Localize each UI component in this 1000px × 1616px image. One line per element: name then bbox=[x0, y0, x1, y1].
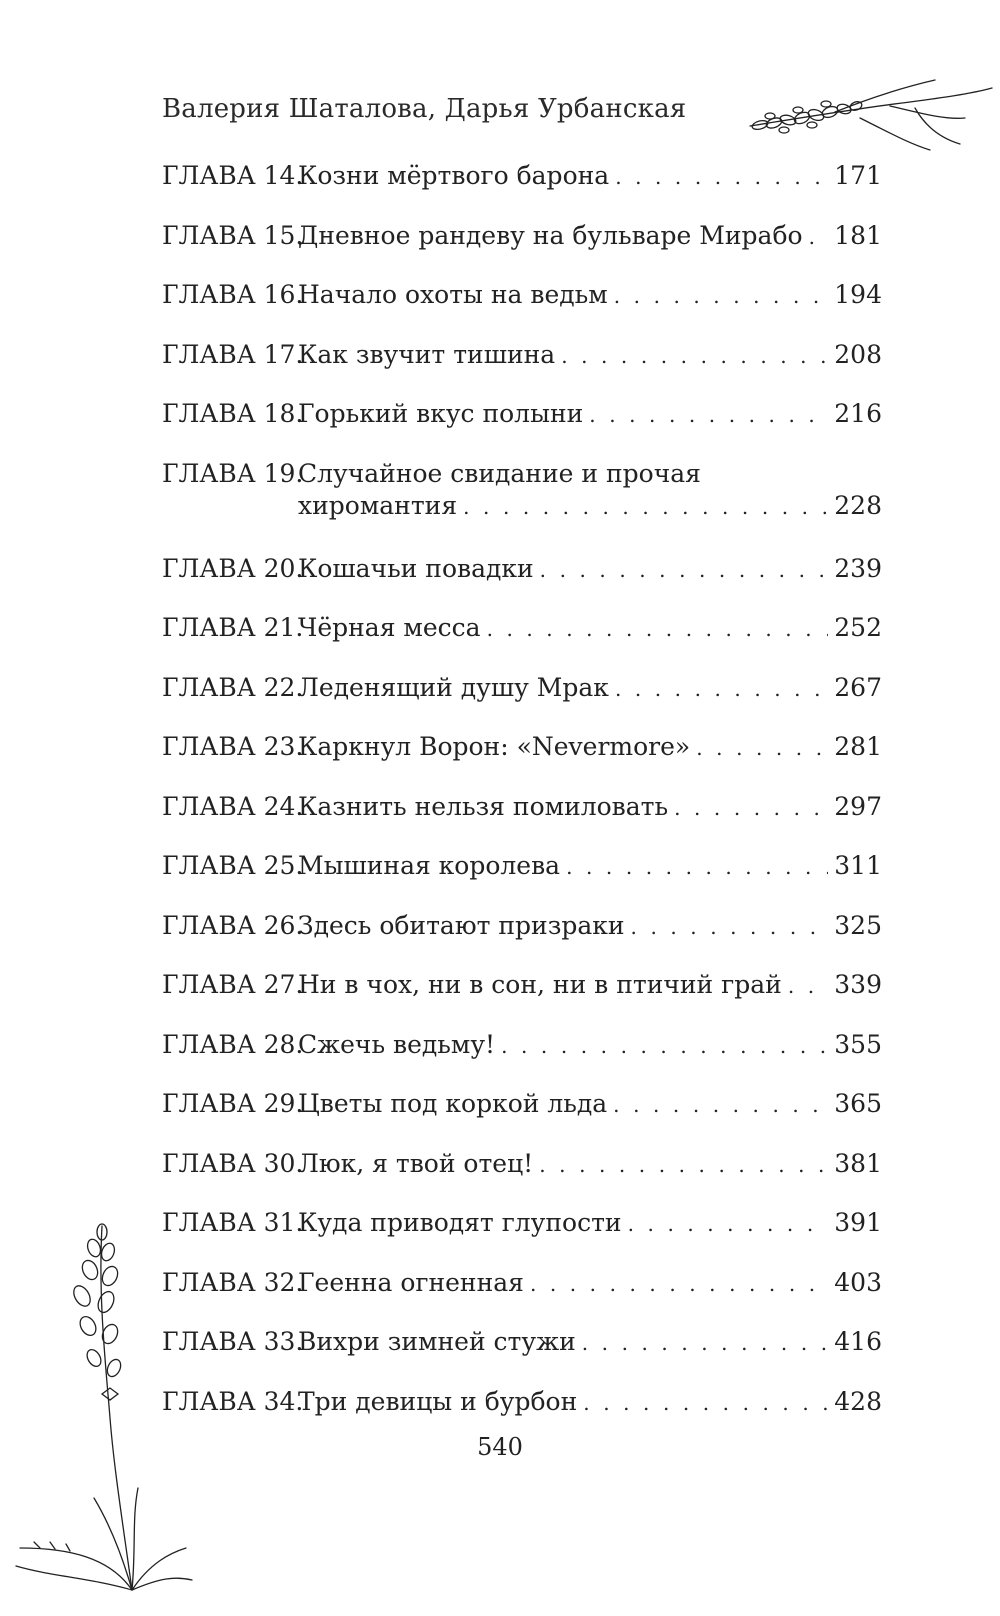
dot-leader bbox=[463, 491, 828, 523]
chapter-title: Леденящий душу Мрак bbox=[298, 672, 609, 702]
dot-leader bbox=[615, 161, 828, 193]
chapter-title-continued: хиромантия bbox=[298, 490, 458, 520]
dot-leader bbox=[696, 732, 828, 764]
chapter-number: ГЛАВА 24. bbox=[162, 791, 304, 821]
toc-entry bbox=[162, 458, 882, 553]
chapter-number: ГЛАВА 30. bbox=[162, 1148, 304, 1178]
dot-leader bbox=[674, 792, 828, 824]
dot-leader bbox=[631, 911, 829, 943]
toc-entry bbox=[162, 1088, 882, 1148]
chapter-title: Казнить нельзя помиловать bbox=[298, 791, 669, 821]
dot-leader bbox=[628, 1208, 829, 1240]
page-ref: 267 bbox=[834, 672, 882, 702]
toc-entry bbox=[162, 850, 882, 910]
page-number: 540 bbox=[477, 1433, 523, 1461]
dot-leader bbox=[614, 280, 829, 312]
chapter-number: ГЛАВА 14. bbox=[162, 161, 304, 190]
page-ref: 416 bbox=[834, 1327, 882, 1356]
chapter-title: Каркнул Ворон: «Nevermore» bbox=[298, 732, 691, 761]
dot-leader bbox=[539, 1149, 828, 1181]
chapter-number: ГЛАВА 19. bbox=[162, 458, 304, 488]
toc-entry bbox=[162, 910, 882, 970]
chapter-number: ГЛАВА 21. bbox=[162, 613, 304, 642]
page-ref: 311 bbox=[834, 851, 882, 880]
chapter-title: Как звучит тишина bbox=[298, 339, 556, 369]
chapter-title: Ни в чох, ни в сон, ни в птичий грай bbox=[298, 970, 782, 999]
toc-entry bbox=[162, 398, 882, 458]
chapter-number: ГЛАВА 16. bbox=[162, 280, 304, 309]
dot-leader bbox=[788, 970, 828, 1002]
chapter-number: ГЛАВА 34. bbox=[162, 1386, 304, 1416]
toc-entry bbox=[162, 612, 882, 672]
chapter-number: ГЛАВА 26. bbox=[162, 910, 304, 940]
dot-leader bbox=[561, 340, 828, 372]
dot-leader bbox=[582, 1327, 829, 1359]
chapter-title: Три девицы и бурбон bbox=[298, 1386, 578, 1416]
toc-entry bbox=[162, 220, 882, 280]
page-ref: 171 bbox=[834, 161, 882, 190]
toc-entry bbox=[162, 731, 882, 791]
chapter-number: ГЛАВА 32. bbox=[162, 1267, 304, 1297]
chapter-title: Люк, я твой отец! bbox=[298, 1148, 534, 1178]
page-ref: 339 bbox=[834, 970, 882, 999]
dot-leader bbox=[589, 399, 828, 431]
toc-entry bbox=[162, 279, 882, 339]
chapter-title: Случайное свидание и прочая bbox=[298, 458, 701, 488]
page-ref: 403 bbox=[834, 1267, 882, 1297]
chapter-number: ГЛАВА 23. bbox=[162, 732, 304, 761]
toc-entry bbox=[162, 1267, 882, 1327]
chapter-title: Начало охоты на ведьм bbox=[298, 280, 608, 309]
chapter-title: Цветы под коркой льда bbox=[298, 1089, 608, 1118]
page-ref: 181 bbox=[834, 220, 882, 250]
chapter-title: Сжечь ведьму! bbox=[298, 1029, 496, 1059]
page-ref: 428 bbox=[834, 1386, 882, 1416]
toc-entry bbox=[162, 1148, 882, 1208]
page-ref: 208 bbox=[834, 339, 882, 369]
toc-entry bbox=[162, 1207, 882, 1267]
chapter-title: Здесь обитают призраки bbox=[298, 910, 625, 940]
page-ref: 381 bbox=[834, 1148, 882, 1178]
chapter-number: ГЛАВА 33. bbox=[162, 1327, 304, 1356]
dot-leader bbox=[566, 851, 828, 883]
running-head: Валерия Шаталова, Дарья Урбанская bbox=[162, 94, 687, 124]
dot-leader bbox=[613, 1089, 828, 1121]
toc-entry bbox=[162, 969, 882, 1029]
dot-leader bbox=[501, 1030, 828, 1062]
page-ref: 194 bbox=[834, 280, 882, 309]
page-ref: 252 bbox=[834, 613, 882, 642]
toc-entry bbox=[162, 672, 882, 732]
chapter-number: ГЛАВА 15. bbox=[162, 220, 304, 250]
page-ref: 297 bbox=[834, 791, 882, 821]
dot-leader bbox=[615, 673, 828, 705]
page-ref: 216 bbox=[834, 399, 882, 428]
page-ref: 365 bbox=[834, 1089, 882, 1118]
chapter-number: ГЛАВА 31. bbox=[162, 1208, 304, 1237]
toc-entry bbox=[162, 791, 882, 851]
toc-entry bbox=[162, 1029, 882, 1089]
chapter-number: ГЛАВА 28. bbox=[162, 1029, 304, 1059]
chapter-title: Вихри зимней стужи bbox=[298, 1327, 576, 1356]
lavender-sprig-icon bbox=[740, 78, 995, 158]
page-ref: 325 bbox=[834, 910, 882, 940]
chapter-title: Дневное рандеву на бульваре Мирабо bbox=[298, 220, 803, 250]
toc-entry bbox=[162, 160, 882, 220]
page-ref: 281 bbox=[834, 732, 882, 761]
chapter-number: ГЛАВА 20. bbox=[162, 553, 304, 583]
chapter-title: Козни мёртвого барона bbox=[298, 161, 610, 190]
chapter-number: ГЛАВА 25. bbox=[162, 851, 304, 880]
chapter-title: Чёрная месса bbox=[298, 613, 481, 642]
dot-leader bbox=[487, 613, 829, 645]
chapter-title: Кошачьи повадки bbox=[298, 553, 534, 583]
lavender-plant-icon bbox=[10, 1218, 195, 1598]
page-ref: 228 bbox=[834, 490, 882, 520]
page-ref: 239 bbox=[834, 553, 882, 583]
chapter-number: ГЛАВА 18. bbox=[162, 399, 304, 428]
chapter-number: ГЛАВА 17. bbox=[162, 339, 304, 369]
page-ref: 391 bbox=[834, 1208, 882, 1237]
dot-leader bbox=[530, 1268, 828, 1300]
chapter-title: Мышиная королева bbox=[298, 851, 561, 880]
chapter-title: Горький вкус полыни bbox=[298, 399, 584, 428]
dot-leader bbox=[809, 221, 829, 253]
toc-entry bbox=[162, 339, 882, 399]
dot-leader bbox=[583, 1387, 828, 1419]
chapter-number: ГЛАВА 27. bbox=[162, 970, 304, 999]
toc-entry bbox=[162, 553, 882, 613]
chapter-number: ГЛАВА 29. bbox=[162, 1089, 304, 1118]
table-of-contents bbox=[162, 160, 882, 1445]
dot-leader bbox=[540, 554, 829, 586]
chapter-number: ГЛАВА 22. bbox=[162, 672, 304, 702]
page-ref: 355 bbox=[834, 1029, 882, 1059]
chapter-title: Куда приводят глупости bbox=[298, 1208, 622, 1237]
chapter-title: Геенна огненная bbox=[298, 1267, 524, 1297]
toc-entry bbox=[162, 1326, 882, 1386]
